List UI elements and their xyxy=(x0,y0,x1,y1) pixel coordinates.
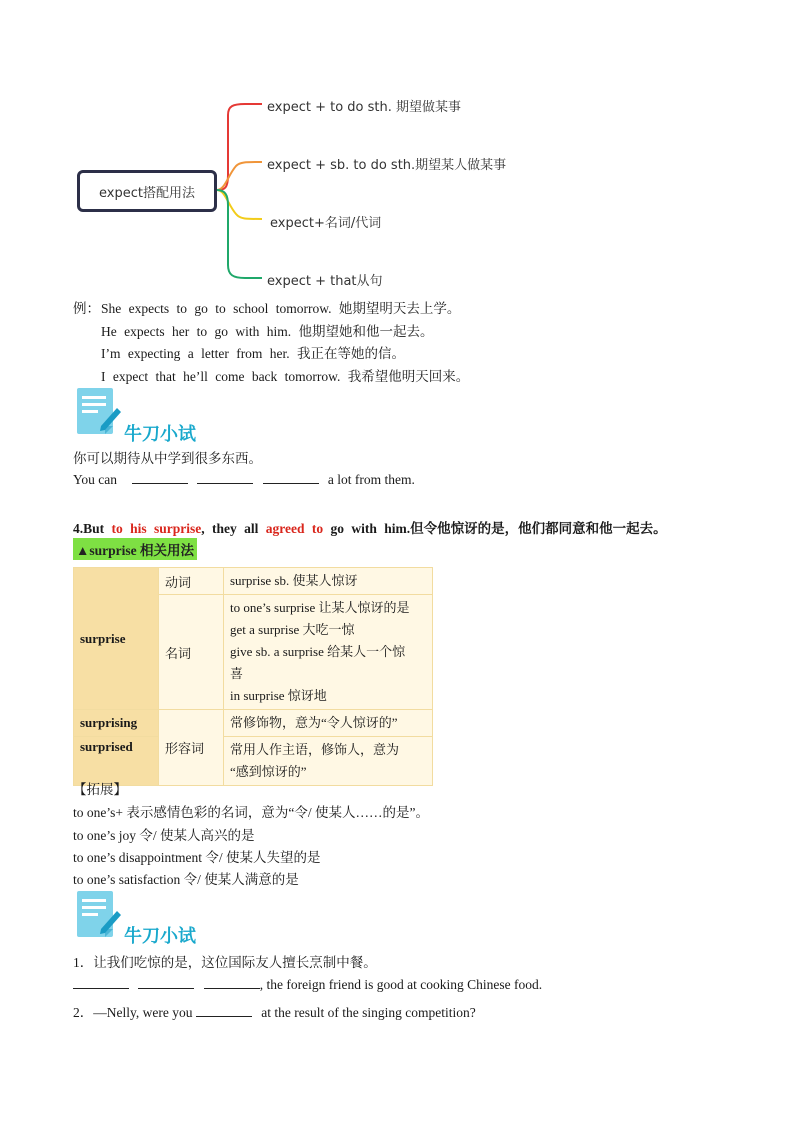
extension-line: to one’s disappointment 令/ 使某人失望的是 xyxy=(73,850,321,865)
answer-blank[interactable] xyxy=(196,1004,252,1017)
table-def: surprise sb. 使某人惊讶 xyxy=(224,568,433,595)
table-def: 常修饰物，意为“令人惊讶的” xyxy=(224,710,433,737)
mindmap-branch-4: expect + that从句 xyxy=(267,274,383,289)
answer-blank[interactable] xyxy=(73,976,129,989)
table-pos: 名词 xyxy=(159,595,224,710)
mindmap-branch-3: expect+名词/代词 xyxy=(270,216,382,231)
exercise-q2 xyxy=(73,1001,476,1021)
mindmap-branch-2: expect + sb. to do sth.期望某人做某事 xyxy=(267,158,507,173)
sentence-num: 4.But xyxy=(73,521,105,536)
example-line: He expects her to go with him. 他期望她和他一起去。 xyxy=(101,324,434,339)
answer-suffix: , the foreign friend is good at cooking Chinese food. xyxy=(259,977,543,992)
answer-blank[interactable] xyxy=(204,976,260,989)
mindmap-root: expect搭配用法 xyxy=(77,170,217,212)
answer-blank[interactable] xyxy=(197,471,253,484)
table-def: 喜 xyxy=(230,666,244,681)
note-pencil-icon xyxy=(75,889,121,941)
q2-prefix: 2．—Nelly, were you xyxy=(73,1005,193,1020)
examples-prefix: 例： xyxy=(73,301,100,316)
exercise-heading: 牛刀小试 xyxy=(124,926,196,947)
exercise-answer-line xyxy=(73,471,415,488)
exercise-q1: 1．让我们吃惊的是，这位国际友人擅长烹制中餐。 xyxy=(73,955,377,970)
extension-line: to one’s+ 表示感情色彩的名词，意为“令/ 使某人……的是”。 xyxy=(73,805,429,820)
table-def: “感到惊讶的” xyxy=(230,764,307,779)
table-def: to one’s surprise 让某人惊讶的是 xyxy=(230,600,410,615)
exercise-prompt: 你可以期待从中学到很多东西。 xyxy=(73,451,262,466)
table-pos: 形容词 xyxy=(159,710,224,786)
answer-suffix: a lot from them. xyxy=(327,472,415,487)
table-word: surprising xyxy=(74,710,159,737)
answer-prefix: You can xyxy=(73,472,118,487)
table-word: surprised xyxy=(74,737,159,786)
surprise-usage-label: ▲surprise 相关用法 xyxy=(73,538,197,560)
highlight-phrase: to his surprise xyxy=(111,521,202,536)
answer-blank[interactable] xyxy=(263,471,319,484)
extension-line: to one’s satisfaction 令/ 使某人满意的是 xyxy=(73,872,299,887)
table-def: get a surprise 大吃一惊 xyxy=(230,622,355,637)
exercise-q1-answer xyxy=(73,976,542,993)
example-line: She expects to go to school tomorrow. 她期望明天去上学。 xyxy=(101,301,461,316)
exercise-heading: 牛刀小试 xyxy=(124,424,196,445)
table-def: in surprise 惊讶地 xyxy=(230,688,327,703)
sentence-mid: , they all xyxy=(201,521,259,536)
sentence-rest: go with him.但令他惊讶的是，他们都同意和他一起去。 xyxy=(330,521,667,536)
highlight-phrase: agreed to xyxy=(265,521,324,536)
mindmap-branch-1: expect + to do sth. 期望做某事 xyxy=(267,100,462,115)
table-def-list xyxy=(224,737,433,786)
mindmap-connectors xyxy=(0,0,800,300)
table-def: 常用人作主语，修饰人，意为 xyxy=(230,742,400,757)
q2-suffix: at the result of the singing competition? xyxy=(261,1005,476,1020)
note-pencil-icon xyxy=(75,386,121,438)
table-pos: 动词 xyxy=(159,568,224,595)
answer-blank[interactable] xyxy=(138,976,194,989)
example-line: I’m expecting a letter from her. 我正在等她的信。 xyxy=(101,346,406,361)
example-line: I expect that he’ll come back tomorrow. 我希望他明天回来。 xyxy=(101,369,470,384)
extension-line: to one’s joy 令/ 使某人高兴的是 xyxy=(73,828,255,843)
answer-blank[interactable] xyxy=(132,471,188,484)
surprise-usage-table xyxy=(73,567,433,786)
extension-title: 【拓展】 xyxy=(73,782,127,797)
table-def: give sb. a surprise 给某人一个惊 xyxy=(230,644,406,659)
table-word: surprise xyxy=(74,568,159,710)
table-def-list xyxy=(224,595,433,710)
sentence-4 xyxy=(73,517,667,537)
